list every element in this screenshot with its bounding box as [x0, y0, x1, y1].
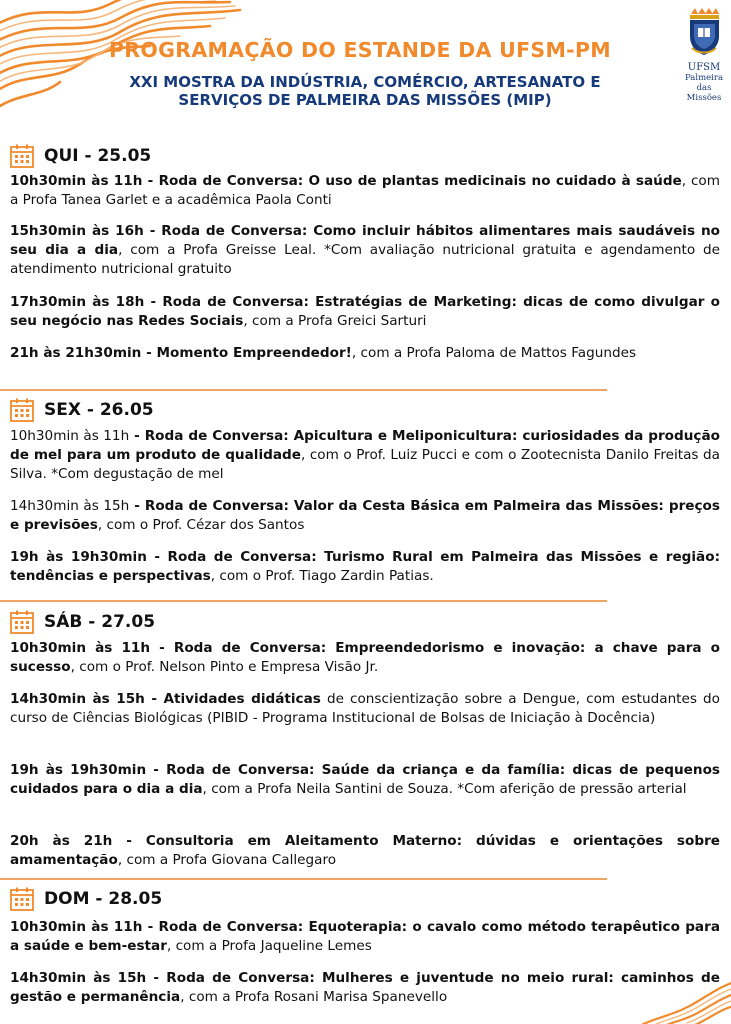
- ufsm-logo: [681, 8, 727, 103]
- calendar-icon: [10, 398, 34, 422]
- subtitle-line-2: SERVIÇOS DE PALMEIRA DAS MISSÕES (MIP): [178, 91, 552, 109]
- section-divider: [0, 878, 607, 880]
- event-item: 21h às 21h30min - Momento Empreendedor!, com a Profa Paloma de Mattos Fagundes: [10, 345, 637, 361]
- day-label: QUI - 25.05: [44, 146, 152, 166]
- day-header-thursday: [10, 143, 151, 169]
- event-item: 19h às 19h30min - Roda de Conversa: Turismo Rural em Palmeira das Missões e região: tendências e perspectivas, com o Prof. Tiago Zardin Patias.: [10, 549, 721, 584]
- logo-name: UFSM: [687, 62, 721, 73]
- event-item: 17h30min às 18h - Roda de Conversa: Estratégias de Marketing: dicas de como divulgar o seu negócio nas Redes Sociais, com a Profa Greici Sarturi: [10, 294, 720, 329]
- ufsm-crest-icon: [686, 8, 722, 56]
- event-item: 10h30min às 11h - Roda de Conversa: O uso de plantas medicinais no cuidado à saúde, com a Profa Tanea Garlet e a acadêmica Paola Conti: [10, 173, 720, 208]
- section-divider: [0, 600, 607, 602]
- event-item: 14h30min às 15h - Atividades didáticas de conscientização sobre a Dengue, com estudantes do curso de Ciências Biológicas (PIBID - Programa Institucional de Bolsas de Iniciação à Docência): [10, 691, 720, 726]
- event-item: 10h30min às 11h - Roda de Conversa: Apicultura e Meliponicultura: curiosidades da produção de mel para um produto de qualidade, com o Prof. Luiz Pucci e com o Zootecnista Danilo Freitas da Silva. *Com degustação de mel: [10, 428, 720, 482]
- day-header-friday: [10, 397, 154, 423]
- event-item: 14h30min às 15h - Roda de Conversa: Valor da Cesta Básica em Palmeira das Missões: preços e previsões, com o Prof. Cézar dos Santos: [10, 498, 720, 533]
- day-header-sunday: [10, 886, 162, 912]
- event-item: 10h30min às 11h - Roda de Conversa: Equoterapia: o cavalo como método terapêutico para a saúde e bem-estar, com a Profa Jaqueline Lemes: [10, 919, 720, 954]
- event-item: 14h30min às 15h - Roda de Conversa: Mulheres e juventude no meio rural: caminhos de gestão e permanência, com a Profa Rosani Marisa Spanevello: [10, 970, 720, 1005]
- section-divider: [0, 389, 607, 391]
- day-label: SEX - 26.05: [44, 400, 154, 420]
- day-label: SÁB - 27.05: [44, 612, 156, 632]
- logo-city-line-2: das Missões: [686, 83, 722, 103]
- subtitle-line-1: XXI MOSTRA DA INDÚSTRIA, COMÉRCIO, ARTESANATO E: [129, 73, 601, 91]
- logo-city-line-1: Palmeira: [684, 73, 724, 83]
- day-header-saturday: [10, 609, 155, 635]
- event-item: 10h30min às 11h - Roda de Conversa: Empreendedorismo e inovação: a chave para o sucesso, com o Prof. Nelson Pinto e Empresa Visão Jr.: [10, 640, 720, 675]
- event-item: 19h às 19h30min - Roda de Conversa: Saúde da criança e da família: dicas de pequenos cuidados para o dia a dia, com a Profa Neila Santini de Souza. *Com aferição de pressão arterial: [10, 762, 720, 797]
- calendar-icon: [10, 610, 34, 634]
- page-title: PROGRAMAÇÃO DO ESTANDE DA UFSM-PM: [108, 38, 612, 62]
- day-label: DOM - 28.05: [44, 889, 163, 909]
- event-item: 20h às 21h - Consultoria em Aleitamento Materno: dúvidas e orientações sobre amamentação, com a Profa Giovana Callegaro: [10, 833, 720, 868]
- event-item: 15h30min às 16h - Roda de Conversa: Como incluir hábitos alimentares mais saudáveis no seu dia a dia, com a Profa Greisse Leal. *Com avaliação nutricional gratuita e agendamento de atendimento nutricional gratuito: [10, 223, 720, 277]
- page-subtitle: [70, 73, 660, 109]
- calendar-icon: [10, 887, 34, 911]
- calendar-icon: [10, 144, 34, 168]
